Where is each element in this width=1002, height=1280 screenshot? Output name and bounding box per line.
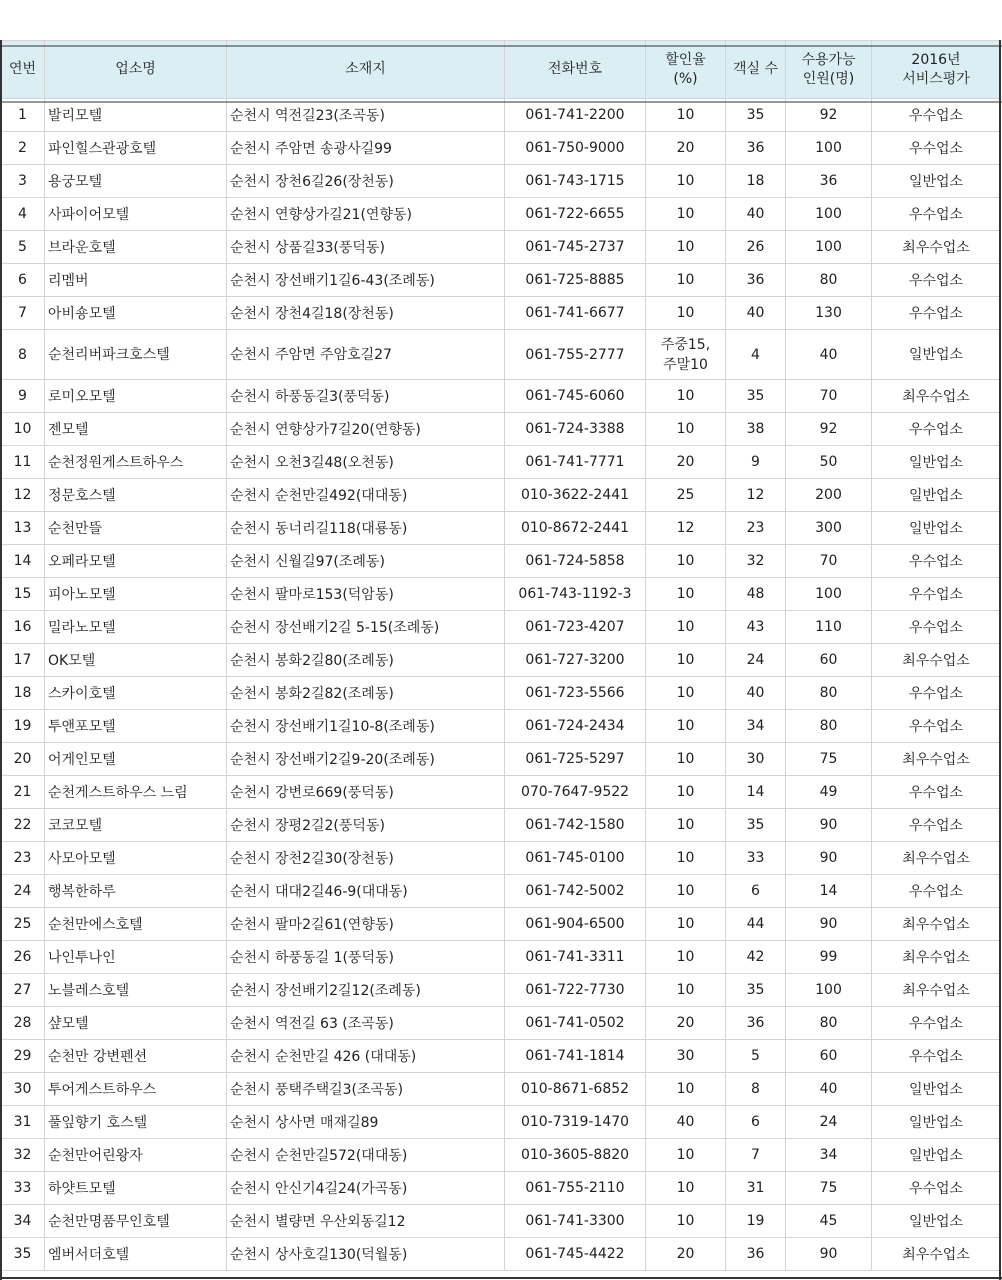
header-text: 서비스평가	[902, 70, 970, 87]
cell-phone: 061-742-5002	[505, 875, 646, 908]
cell-name: 피아노모텔	[45, 578, 227, 611]
cell-name: 정문호스텔	[45, 479, 227, 512]
cell-phone: 061-724-3388	[505, 413, 646, 446]
cell-rating: 최우수업소	[872, 941, 1001, 974]
header-text: 할인율	[665, 51, 706, 68]
cell-address: 순천시 풍택주택길3(조곡동)	[227, 1073, 505, 1106]
header-text: 2016년	[911, 51, 961, 68]
cell-discount: 20	[646, 1238, 726, 1271]
cell-capacity: 40	[786, 1073, 872, 1106]
cell-rooms: 33	[726, 842, 786, 875]
cell-no: 8	[1, 330, 45, 380]
cell-rooms: 40	[726, 677, 786, 710]
cell-address: 순천시 연향상가길21(연향동)	[227, 198, 505, 231]
cell-name: 젠모텔	[45, 413, 227, 446]
cell-rating: 우수업소	[872, 1007, 1001, 1040]
cell-phone: 061-904-6500	[505, 908, 646, 941]
header-text: 객실 수	[732, 61, 779, 77]
cell-no: 29	[1, 1040, 45, 1073]
cell-address: 순천시 장평2길2(풍덕동)	[227, 809, 505, 842]
cell-capacity: 130	[786, 297, 872, 330]
cell-discount: 10	[646, 941, 726, 974]
cell-rooms: 23	[726, 512, 786, 545]
cell-no: 10	[1, 413, 45, 446]
cell-name: 풀잎향기 호스텔	[45, 1106, 227, 1139]
cell-no: 14	[1, 545, 45, 578]
cell-phone: 061-725-8885	[505, 264, 646, 297]
cell-capacity: 99	[786, 941, 872, 974]
header-text: 인원(명)	[802, 70, 855, 87]
cell-address: 순천시 장선배기2길 5-15(조례동)	[227, 611, 505, 644]
cell-address: 순천시 신월길97(조례동)	[227, 545, 505, 578]
cell-capacity: 49	[786, 776, 872, 809]
cell-rooms: 40	[726, 198, 786, 231]
cell-rating: 우수업소	[872, 710, 1001, 743]
cell-rating: 일반업소	[872, 1073, 1001, 1106]
header-text: 전화번호	[547, 61, 603, 77]
cell-name: 투앤포모텔	[45, 710, 227, 743]
cell-phone: 061-722-7730	[505, 974, 646, 1007]
cell-discount: 주중15, 주말10	[646, 330, 726, 380]
cell-discount: 10	[646, 809, 726, 842]
cell-phone: 061-743-1715	[505, 165, 646, 198]
cell-name: 순천리버파크호스텔	[45, 330, 227, 380]
cell-rating: 우수업소	[872, 297, 1001, 330]
cell-phone: 061-745-2737	[505, 231, 646, 264]
cell-discount: 10	[646, 578, 726, 611]
cell-no: 24	[1, 875, 45, 908]
cell-no: 25	[1, 908, 45, 941]
cell-address: 순천시 장선배기2길12(조례동)	[227, 974, 505, 1007]
cell-rating: 일반업소	[872, 330, 1001, 380]
cell-capacity: 40	[786, 330, 872, 380]
cell-capacity: 80	[786, 1007, 872, 1040]
cell-address: 순천시 팔마로153(덕암동)	[227, 578, 505, 611]
cell-name: OK모텔	[45, 644, 227, 677]
cell-phone: 010-3622-2441	[505, 479, 646, 512]
cell-no: 18	[1, 677, 45, 710]
cell-no: 7	[1, 297, 45, 330]
cell-rooms: 6	[726, 1106, 786, 1139]
cell-rating: 일반업소	[872, 479, 1001, 512]
cell-address: 순천시 상품길33(풍덕동)	[227, 231, 505, 264]
header-text: 연번	[8, 61, 37, 77]
cell-no: 12	[1, 479, 45, 512]
cell-capacity: 100	[786, 132, 872, 165]
cell-name: 엠버서더호텔	[45, 1238, 227, 1271]
cell-no: 21	[1, 776, 45, 809]
cell-no: 13	[1, 512, 45, 545]
cell-address: 순천시 순천만길572(대대동)	[227, 1139, 505, 1172]
cell-phone: 061-745-0100	[505, 842, 646, 875]
cell-discount: 40	[646, 1106, 726, 1139]
cell-discount: 10	[646, 297, 726, 330]
cell-phone: 061-742-1580	[505, 809, 646, 842]
cell-phone: 061-755-2777	[505, 330, 646, 380]
cell-rating: 우수업소	[872, 264, 1001, 297]
cell-phone: 061-741-0502	[505, 1007, 646, 1040]
cell-phone: 061-750-9000	[505, 132, 646, 165]
header-text: 업소명	[115, 61, 156, 77]
cell-discount: 10	[646, 743, 726, 776]
cell-phone: 061-741-6677	[505, 297, 646, 330]
cell-rating: 우수업소	[872, 611, 1001, 644]
cell-name: 사파이어모텔	[45, 198, 227, 231]
cell-rating: 최우수업소	[872, 908, 1001, 941]
cell-phone: 010-8672-2441	[505, 512, 646, 545]
cell-rooms: 35	[726, 380, 786, 413]
cell-capacity: 100	[786, 231, 872, 264]
cell-rooms: 48	[726, 578, 786, 611]
cell-rating: 일반업소	[872, 1139, 1001, 1172]
cell-rooms: 38	[726, 413, 786, 446]
cell-name: 순천게스트하우스 느림	[45, 776, 227, 809]
cell-capacity: 90	[786, 908, 872, 941]
cell-address: 순천시 대대2길46-9(대대동)	[227, 875, 505, 908]
cell-no: 9	[1, 380, 45, 413]
cell-no: 27	[1, 974, 45, 1007]
cell-discount: 10	[646, 908, 726, 941]
cell-rating: 최우수업소	[872, 231, 1001, 264]
cell-name: 순천정원게스트하우스	[45, 446, 227, 479]
cell-address: 순천시 역전길23(조곡동)	[227, 99, 505, 132]
cell-capacity: 92	[786, 413, 872, 446]
cell-capacity: 92	[786, 99, 872, 132]
cell-address: 순천시 장천2길30(장천동)	[227, 842, 505, 875]
cell-name: 오페라모텔	[45, 545, 227, 578]
cell-no: 6	[1, 264, 45, 297]
cell-discount: 10	[646, 413, 726, 446]
cell-no: 2	[1, 132, 45, 165]
table-frame-lines	[0, 40, 1002, 1280]
cell-capacity: 45	[786, 1205, 872, 1238]
cell-capacity: 80	[786, 710, 872, 743]
cell-name: 순천만어린왕자	[45, 1139, 227, 1172]
document-title	[0, 0, 1002, 40]
cell-address: 순천시 하풍동길 1(풍덕동)	[227, 941, 505, 974]
cell-rooms: 36	[726, 132, 786, 165]
cell-no: 11	[1, 446, 45, 479]
cell-address: 순천시 장천4길18(장천동)	[227, 297, 505, 330]
cell-address: 순천시 순천만길492(대대동)	[227, 479, 505, 512]
cell-phone: 010-7319-1470	[505, 1106, 646, 1139]
cell-discount: 10	[646, 611, 726, 644]
cell-name: 나인투나인	[45, 941, 227, 974]
cell-address: 순천시 안신기4길24(가곡동)	[227, 1172, 505, 1205]
cell-rooms: 8	[726, 1073, 786, 1106]
cell-rooms: 36	[726, 1007, 786, 1040]
cell-capacity: 75	[786, 743, 872, 776]
cell-capacity: 100	[786, 198, 872, 231]
cell-name: 밀라노모텔	[45, 611, 227, 644]
cell-address: 순천시 상사호길130(덕월동)	[227, 1238, 505, 1271]
cell-capacity: 200	[786, 479, 872, 512]
cell-discount: 10	[646, 264, 726, 297]
cell-capacity: 75	[786, 1172, 872, 1205]
cell-rooms: 36	[726, 264, 786, 297]
cell-name: 아비숑모텔	[45, 297, 227, 330]
cell-discount: 20	[646, 132, 726, 165]
cell-discount: 10	[646, 974, 726, 1007]
cell-rating: 일반업소	[872, 446, 1001, 479]
cell-rating: 우수업소	[872, 1172, 1001, 1205]
cell-phone: 061-722-6655	[505, 198, 646, 231]
cell-rating: 최우수업소	[872, 974, 1001, 1007]
cell-no: 31	[1, 1106, 45, 1139]
cell-rooms: 36	[726, 1238, 786, 1271]
cell-no: 30	[1, 1073, 45, 1106]
cell-phone: 010-3605-8820	[505, 1139, 646, 1172]
cell-discount: 10	[646, 1073, 726, 1106]
cell-address: 순천시 강변로669(풍덕동)	[227, 776, 505, 809]
cell-discount: 10	[646, 677, 726, 710]
cell-rating: 우수업소	[872, 677, 1001, 710]
cell-rooms: 42	[726, 941, 786, 974]
cell-capacity: 14	[786, 875, 872, 908]
cell-discount: 10	[646, 165, 726, 198]
cell-rooms: 6	[726, 875, 786, 908]
cell-capacity: 90	[786, 809, 872, 842]
cell-name: 로미오모텔	[45, 380, 227, 413]
cell-discount: 10	[646, 545, 726, 578]
table-frame	[0, 40, 1002, 1280]
cell-address: 순천시 장선배기1길10-8(조례동)	[227, 710, 505, 743]
cell-capacity: 24	[786, 1106, 872, 1139]
cell-rooms: 43	[726, 611, 786, 644]
cell-name: 순천만에스호텔	[45, 908, 227, 941]
cell-phone: 061-723-4207	[505, 611, 646, 644]
cell-capacity: 34	[786, 1139, 872, 1172]
cell-phone: 061-741-7771	[505, 446, 646, 479]
cell-capacity: 80	[786, 677, 872, 710]
cell-no: 33	[1, 1172, 45, 1205]
cell-no: 3	[1, 165, 45, 198]
cell-rating: 일반업소	[872, 512, 1001, 545]
cell-rooms: 30	[726, 743, 786, 776]
cell-discount: 10	[646, 1172, 726, 1205]
cell-address: 순천시 주암면 주암호길27	[227, 330, 505, 380]
cell-name: 행복한하루	[45, 875, 227, 908]
cell-rooms: 40	[726, 297, 786, 330]
cell-phone: 061-727-3200	[505, 644, 646, 677]
cell-rooms: 35	[726, 974, 786, 1007]
cell-address: 순천시 장선배기1길6-43(조례동)	[227, 264, 505, 297]
cell-capacity: 50	[786, 446, 872, 479]
cell-address: 순천시 오천3길48(오천동)	[227, 446, 505, 479]
cell-rooms: 26	[726, 231, 786, 264]
cell-phone: 061-741-2200	[505, 99, 646, 132]
cell-capacity: 80	[786, 264, 872, 297]
cell-phone: 061-745-6060	[505, 380, 646, 413]
cell-rooms: 18	[726, 165, 786, 198]
cell-rating: 최우수업소	[872, 743, 1001, 776]
cell-capacity: 100	[786, 974, 872, 1007]
cell-discount: 10	[646, 198, 726, 231]
cell-discount: 10	[646, 231, 726, 264]
cell-rating: 우수업소	[872, 578, 1001, 611]
cell-phone: 061-723-5566	[505, 677, 646, 710]
cell-rooms: 32	[726, 545, 786, 578]
cell-address: 순천시 순천만길 426 (대대동)	[227, 1040, 505, 1073]
cell-no: 16	[1, 611, 45, 644]
cell-phone: 061-724-5858	[505, 545, 646, 578]
cell-address: 순천시 상사면 매재길89	[227, 1106, 505, 1139]
cell-rooms: 44	[726, 908, 786, 941]
cell-rooms: 35	[726, 99, 786, 132]
cell-discount: 20	[646, 446, 726, 479]
cell-phone: 061-745-4422	[505, 1238, 646, 1271]
cell-name: 투어게스트하우스	[45, 1073, 227, 1106]
cell-rating: 최우수업소	[872, 380, 1001, 413]
cell-discount: 12	[646, 512, 726, 545]
cell-address: 순천시 장선배기2길9-20(조례동)	[227, 743, 505, 776]
cell-name: 노블레스호텔	[45, 974, 227, 1007]
cell-rating: 최우수업소	[872, 842, 1001, 875]
cell-rating: 우수업소	[872, 875, 1001, 908]
cell-rooms: 9	[726, 446, 786, 479]
cell-phone: 061-755-2110	[505, 1172, 646, 1205]
cell-rating: 우수업소	[872, 1040, 1001, 1073]
cell-discount: 10	[646, 1139, 726, 1172]
cell-capacity: 60	[786, 1040, 872, 1073]
cell-discount: 20	[646, 1007, 726, 1040]
cell-capacity: 70	[786, 545, 872, 578]
cell-rating: 최우수업소	[872, 1238, 1001, 1271]
cell-name: 순천만명품무인호텔	[45, 1205, 227, 1238]
cell-discount: 30	[646, 1040, 726, 1073]
cell-rating: 최우수업소	[872, 644, 1001, 677]
cell-rating: 우수업소	[872, 776, 1001, 809]
cell-discount: 10	[646, 776, 726, 809]
cell-rooms: 5	[726, 1040, 786, 1073]
cell-address: 순천시 하풍동길3(풍덕동)	[227, 380, 505, 413]
cell-capacity: 90	[786, 1238, 872, 1271]
cell-discount: 10	[646, 644, 726, 677]
cell-rooms: 4	[726, 330, 786, 380]
cell-no: 1	[1, 99, 45, 132]
cell-no: 28	[1, 1007, 45, 1040]
cell-name: 하얏트모텔	[45, 1172, 227, 1205]
cell-rating: 우수업소	[872, 132, 1001, 165]
header-text: (%)	[673, 70, 698, 87]
cell-address: 순천시 장천6길26(장천동)	[227, 165, 505, 198]
cell-rooms: 24	[726, 644, 786, 677]
cell-address: 순천시 봉화2길82(조례동)	[227, 677, 505, 710]
cell-phone: 061-741-1814	[505, 1040, 646, 1073]
cell-rooms: 19	[726, 1205, 786, 1238]
cell-name: 용궁모텔	[45, 165, 227, 198]
cell-phone: 061-741-3311	[505, 941, 646, 974]
cell-rating: 일반업소	[872, 1205, 1001, 1238]
cell-no: 35	[1, 1238, 45, 1271]
cell-address: 순천시 연향상가7길20(연향동)	[227, 413, 505, 446]
cell-rating: 우수업소	[872, 198, 1001, 231]
cell-capacity: 36	[786, 165, 872, 198]
cell-phone: 061-725-5297	[505, 743, 646, 776]
cell-rooms: 34	[726, 710, 786, 743]
cell-no: 15	[1, 578, 45, 611]
cell-rating: 일반업소	[872, 1106, 1001, 1139]
cell-phone: 061-743-1192-3	[505, 578, 646, 611]
cell-phone: 070-7647-9522	[505, 776, 646, 809]
cell-no: 22	[1, 809, 45, 842]
cell-address: 순천시 주암면 송광사길99	[227, 132, 505, 165]
cell-capacity: 100	[786, 578, 872, 611]
cell-name: 브라운호텔	[45, 231, 227, 264]
cell-address: 순천시 역전길 63 (조곡동)	[227, 1007, 505, 1040]
cell-rooms: 14	[726, 776, 786, 809]
cell-capacity: 70	[786, 380, 872, 413]
header-text: 수용가능	[801, 51, 856, 68]
cell-name: 발리모텔	[45, 99, 227, 132]
cell-no: 4	[1, 198, 45, 231]
cell-no: 32	[1, 1139, 45, 1172]
cell-no: 34	[1, 1205, 45, 1238]
cell-discount: 10	[646, 842, 726, 875]
cell-name: 어게인모텔	[45, 743, 227, 776]
cell-rating: 우수업소	[872, 413, 1001, 446]
cell-phone: 010-8671-6852	[505, 1073, 646, 1106]
cell-no: 26	[1, 941, 45, 974]
header-text: 소재지	[345, 61, 386, 77]
cell-capacity: 60	[786, 644, 872, 677]
cell-discount: 10	[646, 875, 726, 908]
cell-name: 샾모텔	[45, 1007, 227, 1040]
cell-no: 19	[1, 710, 45, 743]
cell-address: 순천시 팔마2길61(연향동)	[227, 908, 505, 941]
cell-name: 리멤버	[45, 264, 227, 297]
cell-address: 순천시 봉화2길80(조례동)	[227, 644, 505, 677]
cell-no: 20	[1, 743, 45, 776]
cell-discount: 10	[646, 380, 726, 413]
cell-capacity: 110	[786, 611, 872, 644]
cell-rooms: 12	[726, 479, 786, 512]
cell-rooms: 7	[726, 1139, 786, 1172]
cell-discount: 25	[646, 479, 726, 512]
cell-name: 순천만뜰	[45, 512, 227, 545]
cell-phone: 061-724-2434	[505, 710, 646, 743]
cell-name: 코코모텔	[45, 809, 227, 842]
cell-address: 순천시 별량면 우산외동길12	[227, 1205, 505, 1238]
cell-rating: 우수업소	[872, 545, 1001, 578]
cell-rating: 일반업소	[872, 165, 1001, 198]
cell-rooms: 35	[726, 809, 786, 842]
cell-no: 17	[1, 644, 45, 677]
cell-discount: 10	[646, 1205, 726, 1238]
cell-no: 5	[1, 231, 45, 264]
cell-phone: 061-741-3300	[505, 1205, 646, 1238]
cell-rating: 우수업소	[872, 809, 1001, 842]
cell-name: 스카이호텔	[45, 677, 227, 710]
cell-name: 파인힐스관광호텔	[45, 132, 227, 165]
cell-name: 사모아모텔	[45, 842, 227, 875]
cell-rating: 우수업소	[872, 99, 1001, 132]
cell-discount: 10	[646, 99, 726, 132]
cell-capacity: 90	[786, 842, 872, 875]
cell-address: 순천시 동너리길118(대룡동)	[227, 512, 505, 545]
cell-rooms: 31	[726, 1172, 786, 1205]
cell-no: 23	[1, 842, 45, 875]
cell-discount: 10	[646, 710, 726, 743]
cell-name: 순천만 강변펜션	[45, 1040, 227, 1073]
cell-capacity: 300	[786, 512, 872, 545]
